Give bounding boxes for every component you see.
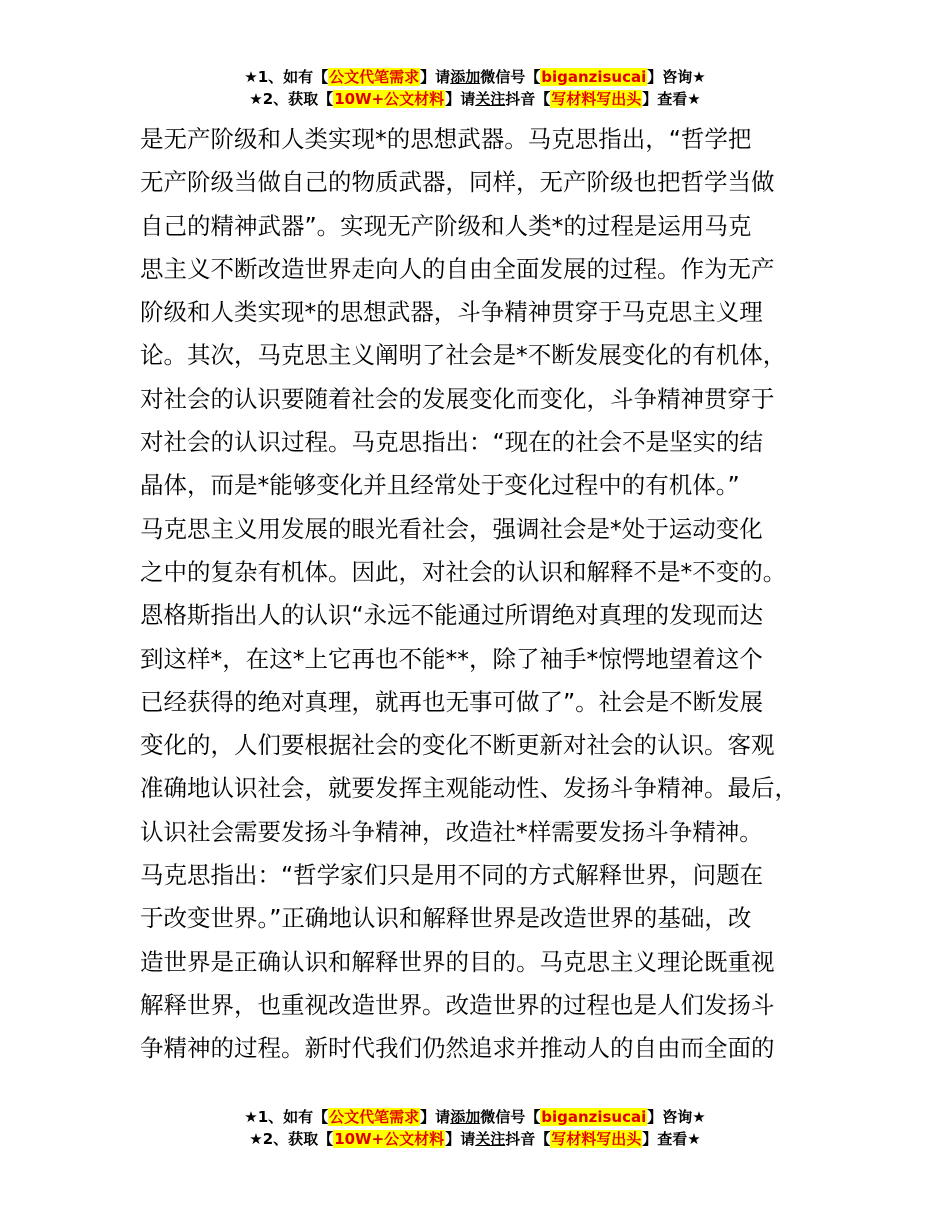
body-line: 到这样*，在这*上它再也不能**，除了袖手*惊愕地望着这个 <box>140 644 763 673</box>
banner-text: 微信号【 <box>480 1108 541 1126</box>
body-line: 马克思主义用发展的眼光看社会，强调社会是*处于运动变化 <box>140 514 763 543</box>
body-line: 思主义不断改造世界走向人的自由全面发展的过程。作为无产 <box>140 254 775 283</box>
footer-banner <box>0 1106 950 1150</box>
banner-text: 】咨询★ <box>647 1108 706 1126</box>
body-line: 阶级和人类实现*的思想武器，斗争精神贯穿于马克思主义理 <box>140 298 763 327</box>
banner-text: 微信号【 <box>480 68 541 86</box>
banner-text: 】请 <box>445 90 476 108</box>
body-line: 自己的精神武器”。实现无产阶级和人类*的过程是运用马克 <box>140 211 752 240</box>
body-line: 恩格斯指出人的认识“永远不能通过所谓绝对真理的发现而达 <box>140 601 764 630</box>
highlight-wechat-id: biganzisucai <box>541 68 647 86</box>
banner-text: 】咨询★ <box>647 68 706 86</box>
banner-underlined-text: 关注 <box>475 90 506 108</box>
banner-line-2 <box>0 1128 950 1150</box>
body-line: 无产阶级当做自己的物质武器，同样，无产阶级也把哲学当做 <box>140 168 775 197</box>
banner-text: 】查看★ <box>642 1130 701 1148</box>
banner-underlined-text: 添加 <box>450 68 481 86</box>
banner-text: ★2、获取【 <box>249 90 334 108</box>
highlight-ghostwriting: 公文代笔需求 <box>329 1108 420 1126</box>
highlight-materials: 10W+公文材料 <box>334 1130 445 1148</box>
highlight-douyin-account: 写材料写出头 <box>551 1130 642 1148</box>
highlight-ghostwriting: 公文代笔需求 <box>329 68 420 86</box>
body-line: 解释世界，也重视改造世界。改造世界的过程也是人们发扬斗 <box>140 990 775 1019</box>
body-line: 造世界是正确认识和解释世界的目的。马克思主义理论既重视 <box>140 947 775 976</box>
body-line: 变化的，人们要根据社会的变化不断更新对社会的认识。客观 <box>140 731 775 760</box>
body-line: 争精神的过程。新时代我们仍然追求并推动人的自由而全面的 <box>140 1034 775 1063</box>
body-line: 晶体，而是*能够变化并且经常处于变化过程中的有机体。” <box>140 471 740 500</box>
body-line: 认识社会需要发扬斗争精神，改造社*样需要发扬斗争精神。 <box>140 817 763 846</box>
banner-text: 抖音【 <box>505 90 551 108</box>
body-line: 准确地认识社会，就要发挥主观能动性、发扬斗争精神。最后， <box>140 774 798 803</box>
body-line: 论。其次，马克思主义阐明了社会是*不断发展变化的有机体， <box>140 341 787 370</box>
body-line: 对社会的认识过程。马克思指出：“现在的社会不是坚实的结 <box>140 428 764 457</box>
banner-text: 】请 <box>445 1130 476 1148</box>
banner-text: 抖音【 <box>505 1130 551 1148</box>
highlight-materials: 10W+公文材料 <box>334 90 445 108</box>
banner-underlined-text: 关注 <box>475 1130 506 1148</box>
document-body <box>140 118 840 1071</box>
banner-line-1 <box>0 66 950 88</box>
body-line: 于改变世界。”正确地认识和解释世界是改造世界的基础，改 <box>140 904 752 933</box>
body-line: 是无产阶级和人类实现*的思想武器。马克思指出，“哲学把 <box>140 125 752 153</box>
header-banner <box>0 66 950 110</box>
body-line: 已经获得的绝对真理，就再也无事可做了”。社会是不断发展 <box>140 687 764 716</box>
banner-line-2 <box>0 88 950 110</box>
body-line: 马克思指出：“哲学家们只是用不同的方式解释世界，问题在 <box>140 861 764 890</box>
highlight-douyin-account: 写材料写出头 <box>551 90 642 108</box>
body-line: 对社会的认识要随着社会的发展变化而变化，斗争精神贯穿于 <box>140 384 775 413</box>
banner-text: ★2、获取【 <box>249 1130 334 1148</box>
banner-line-1 <box>0 1106 950 1128</box>
banner-text: 】请 <box>420 1108 451 1126</box>
highlight-wechat-id: biganzisucai <box>541 1108 647 1126</box>
banner-text: 】请 <box>420 68 451 86</box>
banner-text: 】查看★ <box>642 90 701 108</box>
banner-text: ★1、如有【 <box>244 1108 329 1126</box>
banner-text: ★1、如有【 <box>244 68 329 86</box>
banner-underlined-text: 添加 <box>450 1108 481 1126</box>
body-line: 之中的复杂有机体。因此，对社会的认识和解释不是*不变的。 <box>140 557 787 586</box>
